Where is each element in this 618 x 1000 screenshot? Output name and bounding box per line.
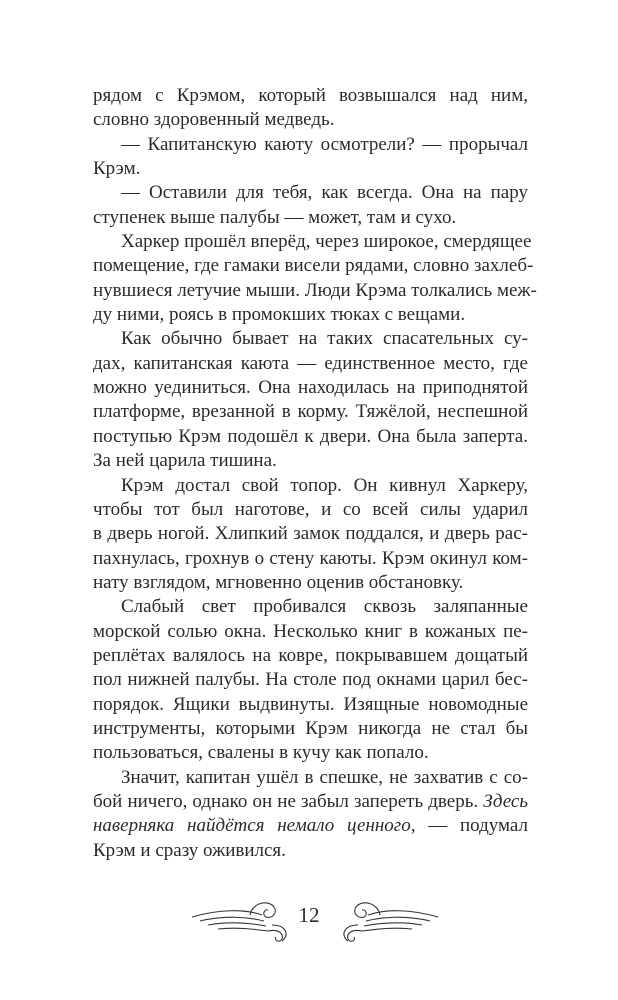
text-line <box>93 230 532 254</box>
text-span: пахнулась, грохнув о стену каюты. Крэм окинул ком- <box>93 547 528 569</box>
text-span: порядок. Ящики выдвинуты. Изящные новомодные <box>93 693 528 715</box>
text-span: реплётах валялось на ковре, покрывавшем дощатый <box>93 644 528 666</box>
text-line <box>93 693 528 717</box>
text-span: За ней царила тишина. <box>93 450 277 472</box>
text-span: Как обычно бывает на таких спасательных су- <box>121 328 528 350</box>
text-line <box>93 352 528 376</box>
text-span: пользоваться, свалены в кучу как попало. <box>93 742 429 764</box>
text-span: платформе, врезанной в корму. Тяжёлой, неспешной <box>93 401 528 423</box>
text-line <box>93 741 528 765</box>
text-line <box>93 279 537 303</box>
body-text <box>93 84 537 863</box>
text-span: нату взглядом, мгновенно оценив обстановку. <box>93 571 464 593</box>
text-line <box>93 766 528 790</box>
text-span: в дверь ногой. Хлипкий замок поддался, и дверь рас- <box>93 523 528 545</box>
text-line <box>93 181 528 205</box>
text-span: морской солью окна. Несколько книг в кожаных пе- <box>93 620 528 642</box>
text-line <box>93 595 528 619</box>
text-span: бой ничего, однако он не забыл запереть дверь. <box>93 790 484 812</box>
text-line <box>93 620 528 644</box>
text-span: Значит, капитан ушёл в спешке, не захватив с со- <box>121 766 528 788</box>
text-line <box>93 133 528 157</box>
text-line <box>93 668 528 692</box>
text-span: чтобы тот был наготове, и со всей силы ударил <box>93 498 528 520</box>
text-line <box>93 303 528 327</box>
right-swirl-ornament-icon <box>340 895 440 943</box>
text-line <box>93 571 528 595</box>
text-line <box>93 717 528 741</box>
page-number: 12 <box>298 903 320 927</box>
text-span: рядом с Крэмом, который возвышался над ним, <box>93 85 528 106</box>
text-span: ступенек выше палубы — может, там и сухо. <box>93 206 457 228</box>
text-line <box>93 400 528 424</box>
text-span: инструменты, которыми Крэм никогда не стал бы <box>93 717 528 739</box>
text-span: нувшиеся летучие мыши. Люди Крэма толкались меж- <box>93 279 537 301</box>
text-line <box>93 790 528 814</box>
page-footer <box>0 895 618 945</box>
text-line <box>93 254 534 278</box>
text-line <box>93 449 528 473</box>
text-line <box>93 327 528 351</box>
text-line <box>93 206 528 230</box>
text-span: ду ними, роясь в промокших тюках с вещами. <box>93 304 466 326</box>
text-span: пол нижней палубы. На столе под окнами царил бес- <box>93 669 528 691</box>
text-span: можно уединиться. Она находилась на приподнятой <box>93 377 528 399</box>
text-line <box>93 108 528 132</box>
text-line <box>93 498 528 522</box>
text-span: Крэм и сразу оживился. <box>93 839 286 861</box>
italic-text: наверняка найдётся немало ценного, <box>93 815 416 837</box>
text-span: дах, капитанская каюта — единственное место, где <box>93 352 528 374</box>
text-span: — Оставили для тебя, как всегда. Она на пару <box>121 182 528 204</box>
text-span: — подумал <box>415 815 528 837</box>
text-line <box>93 474 528 498</box>
text-span: — Капитанскую каюту осмотрели? — прорычал <box>121 133 528 155</box>
text-line <box>93 814 528 838</box>
text-line <box>93 522 528 546</box>
text-line <box>93 547 528 571</box>
text-line <box>93 425 528 449</box>
text-line <box>93 84 528 108</box>
italic-text: Здесь <box>483 790 528 812</box>
text-span: Крэм. <box>93 158 141 180</box>
text-line <box>93 644 528 668</box>
text-span: словно здоровенный медведь. <box>93 109 335 131</box>
text-span: Харкер прошёл вперёд, через широкое, смердящее <box>121 231 532 253</box>
text-span: помещение, где гамаки висели рядами, словно захлеб- <box>93 255 534 277</box>
text-span: поступью Крэм подошёл к двери. Она была заперта. <box>93 425 528 447</box>
text-line <box>93 157 528 181</box>
text-span: Слабый свет пробивался сквозь заляпанные <box>121 596 528 618</box>
text-line <box>93 839 528 863</box>
text-line <box>93 376 528 400</box>
text-span: Крэм достал свой топор. Он кивнул Харкеру, <box>121 474 528 496</box>
